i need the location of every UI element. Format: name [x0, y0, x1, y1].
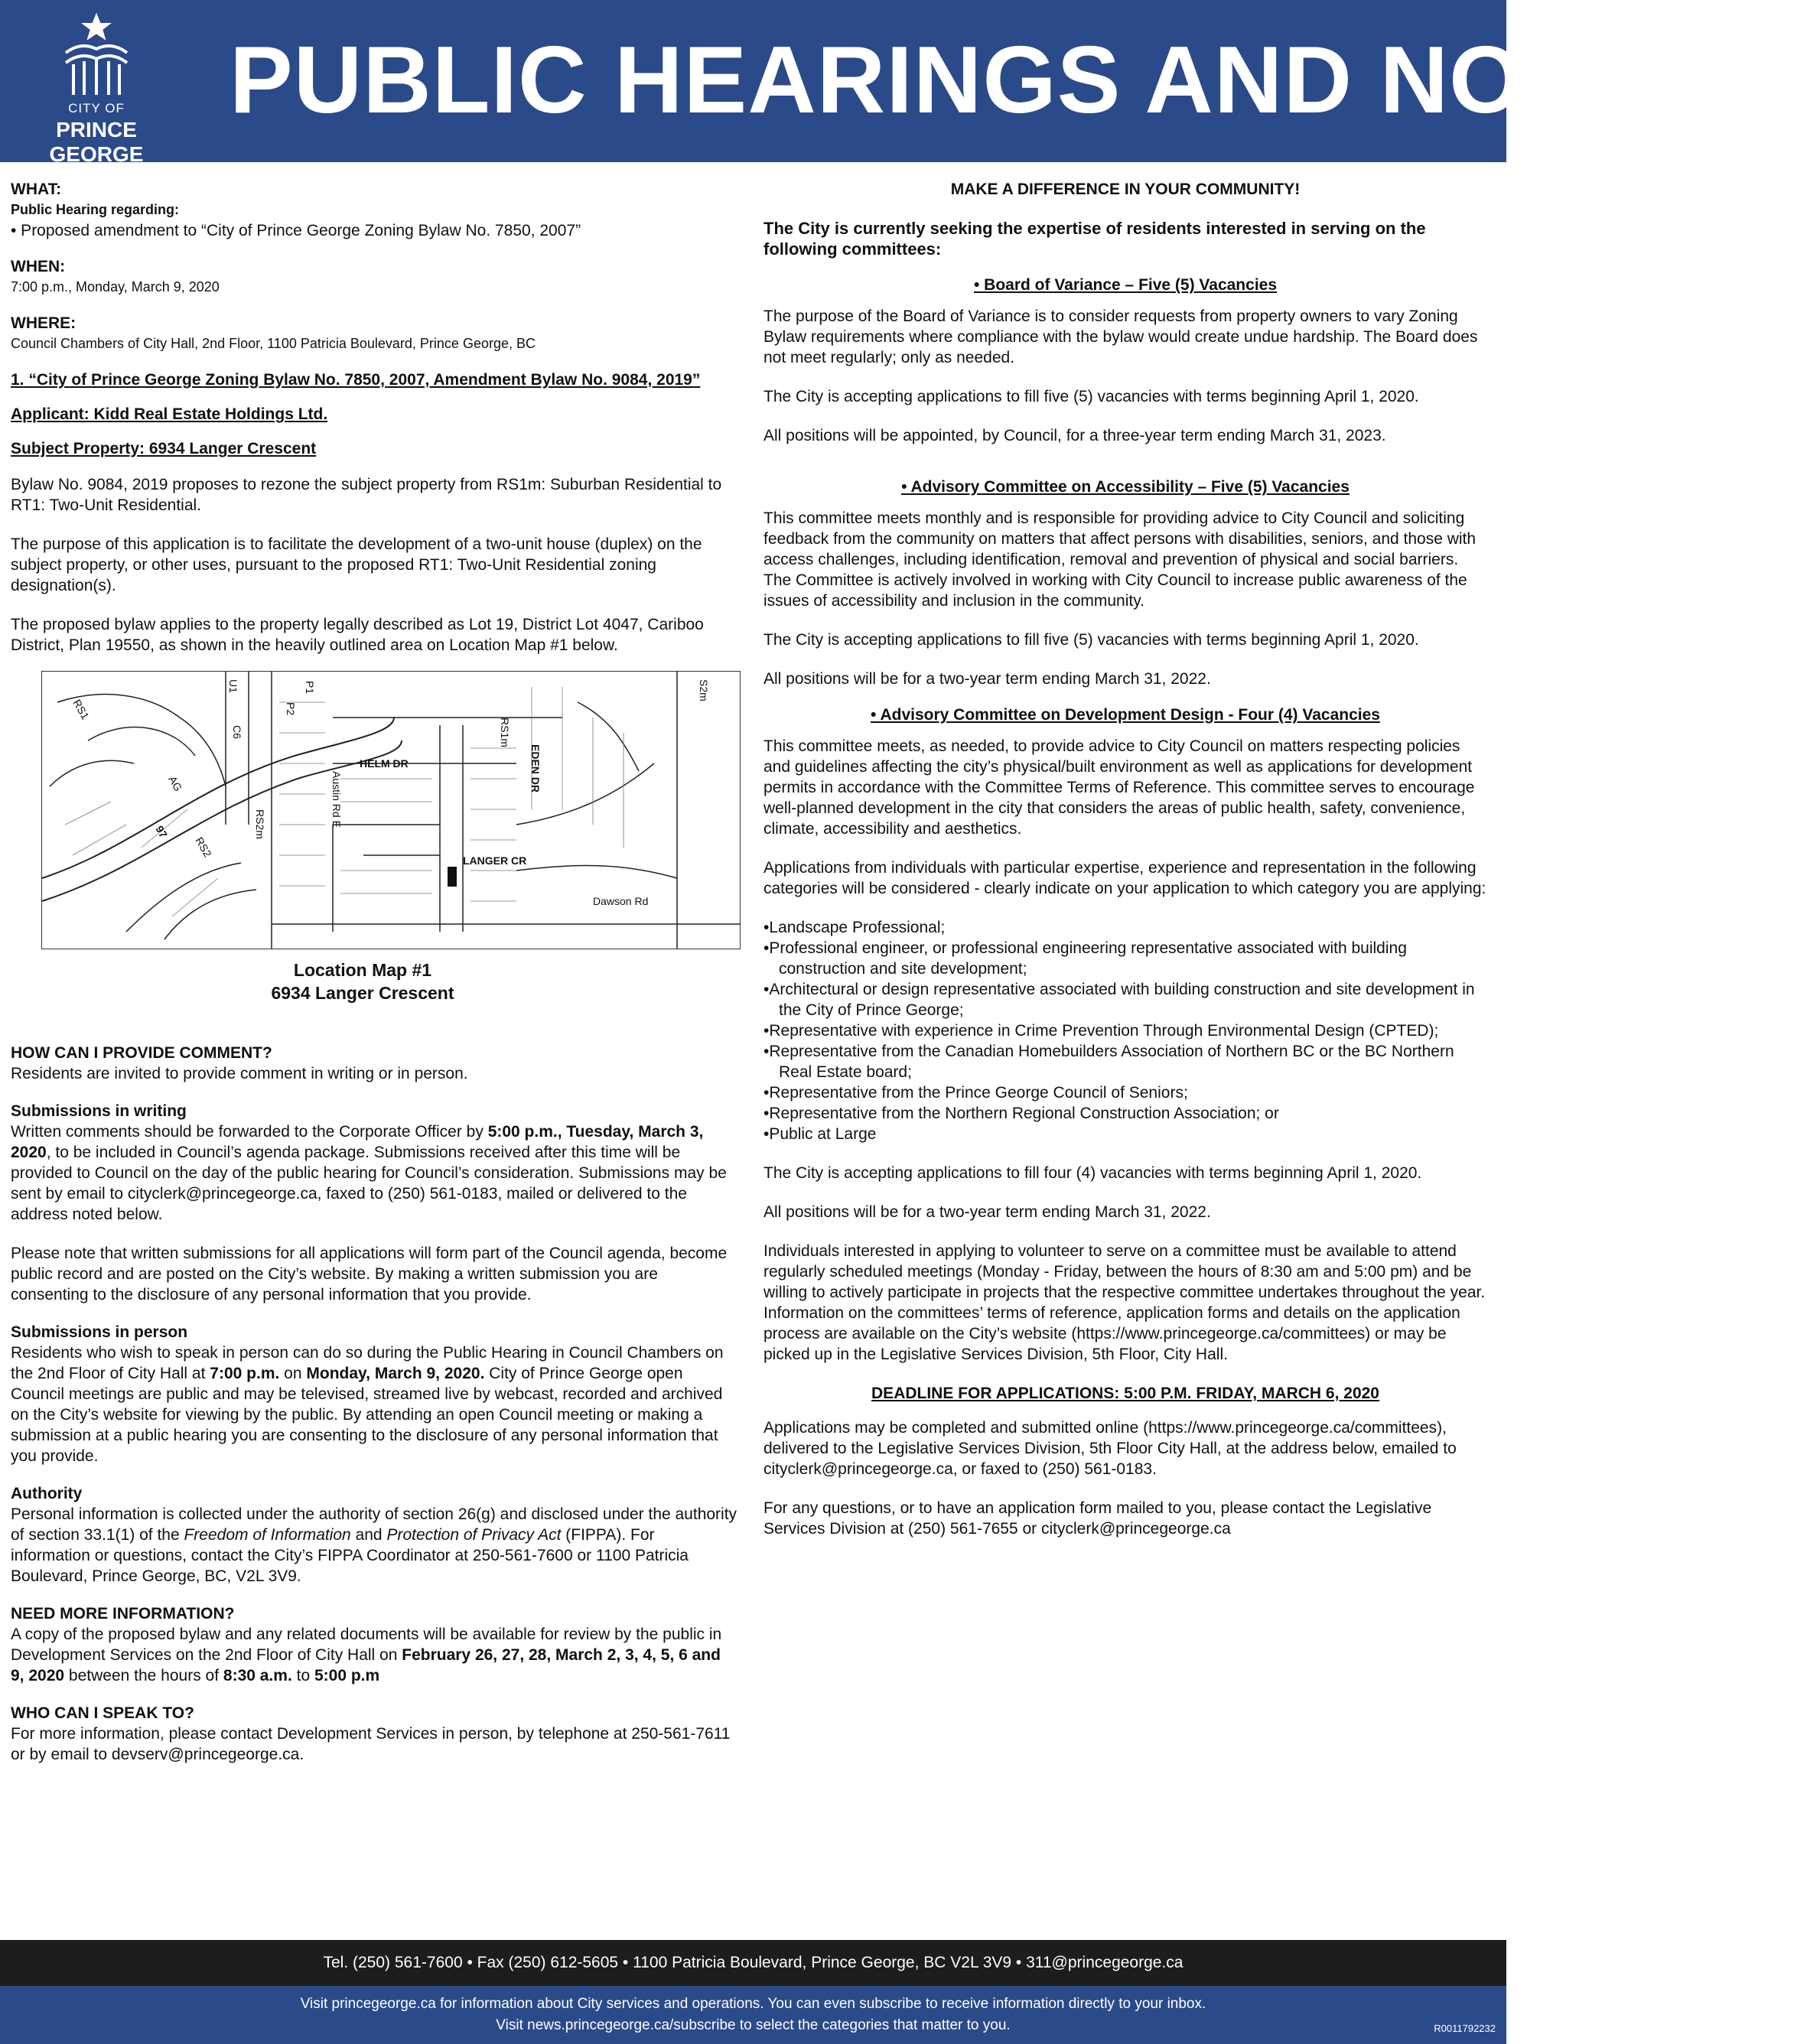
list-item: •Representative from the Northern Regional Construction Association; or	[763, 1105, 1279, 1122]
committee-heading: MAKE A DIFFERENCE IN YOUR COMMUNITY!	[950, 181, 1301, 198]
location-map-drawing	[42, 672, 740, 949]
list-item: •Representative with experience in Crime Prevention Through Environmental Design (CPTED);	[763, 1022, 1439, 1040]
map-label-c6: C6	[231, 725, 243, 739]
deadline: DEADLINE FOR APPLICATIONS: 5:00 P.M. FRIDAY, MARCH 6, 2020	[871, 1385, 1379, 1402]
map-label-p1: P1	[304, 681, 316, 695]
map-label-austin: Austin Rd E	[330, 771, 343, 828]
apply-paragraph: Applications may be completed and submitted online (https://www.princegeorge.ca/committees), delivered to the Legislative Services Division, 5th Floor City Hall, at the address below, emailed to cityclerk@princegeorge.ca, or faxed to (250) 561-0183.	[763, 1419, 1457, 1478]
map-label-eden: EDEN DR	[529, 744, 542, 793]
subject-property: Subject Property: 6934 Langer Crescent	[11, 440, 317, 457]
aca-vacancies: The City is accepting applications to fill five (5) vacancies with terms beginning April 1, 2020.	[763, 631, 1419, 649]
list-item: •Representative from the Prince George Council of Seniors;	[763, 1084, 1188, 1102]
list-item: •Architectural or design representative associated with building construction and site development in the City of Prince George;	[763, 981, 1475, 1019]
map-label-helm: HELM DR	[360, 757, 409, 770]
ad-reference: R0011792232	[1434, 2023, 1496, 2034]
map-label-ag: AG	[166, 773, 185, 794]
map-label-dawson: Dawson Rd	[593, 895, 649, 907]
person-text: Residents who wish to speak in person can do so during the Public Hearing in Council Chambers on the 2nd Floor of City Hall at 7:00 p.m. on Monday, March 9, 2020. City of Prince George open Council meetings are public and may be televised, streamed live by webcast, recorded and archived on the City’s website for viewing by the public. By attending an open Council meeting or making a submission at a public hearing you are consenting to the disclosure of any personal information that you provide.	[11, 1344, 724, 1465]
purpose-paragraph: The purpose of this application is to facilitate the development of a two-unit house (duplex) on the subject property, or other uses, pursuant to the proposed RT1: Two-Unit Residential zoning designation(s).	[11, 535, 702, 594]
header-banner	[0, 0, 1807, 166]
list-item: •Public at Large	[763, 1125, 877, 1143]
subscribe-bar	[0, 1986, 1506, 2044]
person-label: Submissions in person	[11, 1323, 188, 1341]
authority-label: Authority	[11, 1485, 83, 1502]
comment-text: Residents are invited to provide comment in writing or in person.	[11, 1065, 468, 1082]
aca-purpose: This committee meets monthly and is responsible for providing advice to City Council and soliciting feedback from the community on matters that affect persons with disabilities, seniors, and those with access challenges, including identification, removal and prevention of physical and social barriers. The Committee is actively involved in working with City Council to increase public awareness of the issues of accessibility and inclusion in the community.	[763, 509, 1477, 610]
when-value: 7:00 p.m., Monday, March 9, 2020	[11, 279, 220, 295]
legal-paragraph: The proposed bylaw applies to the property legally described as Lot 19, District Lot 4047, Cariboo District, Plan 19550, as shown in the heavily outlined area on Location Map #1 below.	[11, 616, 704, 654]
authority-text: Personal information is collected under the authority of section 26(g) and disclosed under the authority of section 33.1(1) of the Freedom of Information and Protection of Privacy Act (FIPPA). For information or questions, contact the City’s FIPPA Coordinator at 250-561-7600 or 1100 Patricia Boulevard, Prince George, BC, V2L 3V9.	[11, 1505, 737, 1585]
map-label-langer: LANGER CR	[463, 854, 527, 867]
aca-title: • Advisory Committee on Accessibility – Five (5) Vacancies	[901, 478, 1350, 496]
map-label-u1: U1	[227, 679, 239, 693]
map-label-hwy: 97	[153, 823, 171, 840]
list-item: •Landscape Professional;	[763, 919, 946, 936]
logo-name-text: PRINCE GEORGE	[49, 118, 144, 166]
acdd-categories-intro: Applications from individuals with particular expertise, experience and representation in the following categories will be considered - clearly indicate on your application to which category you are applying:	[763, 859, 1486, 897]
contact-bar	[0, 1940, 1506, 1986]
visit-line-1: Visit princegeorge.ca for information about City services and operations. You can even subscribe to receive information directly to your inbox.	[300, 1996, 1206, 2012]
map-caption-address: 6934 Langer Crescent	[271, 983, 454, 1003]
acdd-purpose: This committee meets, as needed, to provide advice to City Council on matters respecting policies and guidelines affecting the city’s physical/built environment as well as applications for development permits in accordance with the Committee Terms of Reference. This committee serves to encourage well-planned development in the city that considers the areas of public health, safety, convenience, climate, accessibility and aesthetics.	[763, 737, 1475, 838]
what-label: WHAT:	[11, 181, 62, 198]
bov-term: All positions will be appointed, by Council, for a three-year term ending March 31, 2023.	[763, 427, 1386, 444]
map-label-rs1m: RS1m	[499, 718, 511, 747]
speak-label: WHO CAN I SPEAK TO?	[11, 1704, 194, 1722]
map-label-s2m: S2m	[698, 679, 710, 701]
list-item: •Professional engineer, or professional engineering representative associated with building construction and site development;	[763, 939, 1407, 978]
page-title: PUBLIC HEARINGS AND NOTICES	[230, 28, 1807, 133]
city-logo	[20, 11, 173, 166]
logo-city-text: CITY OF	[68, 101, 125, 116]
when-label: WHEN:	[11, 258, 66, 275]
volunteer-paragraph: Individuals interested in applying to volunteer to serve on a committee must be available to attend regularly scheduled meetings (Monday - Friday, between the hours of 8:30 am and 5:00 pm) and be willing to actively participate in projects that the respective committee undertakes throughout the year. Information on the committees’ terms of reference, application forms and details on the application process are available on the City’s website (https://www.princegeorge.ca/committees) or may be picked up in the Legislative Services Division, 5th Floor, City Hall.	[763, 1242, 1486, 1363]
visit-line-2: Visit news.princegeorge.ca/subscribe to select the categories that matter to you.	[496, 2017, 1011, 2033]
location-map	[41, 671, 741, 949]
applicant: Applicant: Kidd Real Estate Holdings Ltd.	[11, 405, 328, 423]
acdd-title: • Advisory Committee on Development Design - Four (4) Vacancies	[871, 706, 1380, 724]
bov-vacancies: The City is accepting applications to fill five (5) vacancies with terms beginning April 1, 2020.	[763, 388, 1419, 405]
acdd-term: All positions will be for a two-year term ending March 31, 2022.	[763, 1203, 1211, 1221]
writing-label: Submissions in writing	[11, 1102, 187, 1120]
what-item: • Proposed amendment to “City of Prince George Zoning Bylaw No. 7850, 2007”	[11, 222, 581, 239]
map-label-rs2: RS2	[193, 835, 214, 860]
list-item: •Representative from the Canadian Homebuilders Association of Northern BC or the BC Northern Real Estate board;	[763, 1043, 1454, 1081]
info-text: A copy of the proposed bylaw and any related documents will be available for review by the public in Development Services on the 2nd Floor of City Hall on February 26, 27, 28, March 2, 3, 4, 5, 6 and 9, 2020 between the hours of 8:30 a.m. to 5:00 p.m	[11, 1626, 722, 1684]
bov-title: • Board of Variance – Five (5) Vacancies	[973, 276, 1278, 294]
subject-property-marker	[448, 867, 457, 887]
map-caption-title: Location Map #1	[293, 960, 432, 980]
comment-label: HOW CAN I PROVIDE COMMENT?	[11, 1044, 272, 1062]
fleur-logo-icon	[20, 11, 173, 99]
committee-intro: The City is currently seeking the expertise of residents interested in serving on the following committees:	[763, 219, 1426, 259]
rezone-paragraph: Bylaw No. 9084, 2019 proposes to rezone the subject property from RS1m: Suburban Residential to RT1: Two-Unit Residential.	[11, 476, 722, 514]
map-label-p2: P2	[285, 702, 297, 716]
info-label: NEED MORE INFORMATION?	[11, 1605, 235, 1623]
map-label-rs1: RS1	[70, 697, 92, 722]
where-label: WHERE:	[11, 314, 77, 332]
aca-term: All positions will be for a two-year term ending March 31, 2022.	[763, 670, 1211, 688]
what-sub: Public Hearing regarding:	[11, 202, 180, 217]
left-column	[11, 168, 737, 1765]
writing-text: Written comments should be forwarded to the Corporate Officer by 5:00 p.m., Tuesday, March 3, 2020, to be included in Council’s agenda package. Submissions received after this time will be provided to Council on the day of the public hearing for Council’s consideration. Submissions may be sent by email to cityclerk@princegeorge.ca, faxed to (250) 561-0183, mailed or delivered to the address noted below.	[11, 1123, 727, 1223]
note-text: Please note that written submissions for all applications will form part of the Council agenda, become public record and are posted on the City’s website. By making a written submission you are consenting to the disclosure of any personal information that you provide.	[11, 1245, 728, 1304]
acdd-category-list	[763, 917, 1487, 1144]
right-column	[763, 168, 1487, 1539]
questions-paragraph: For any questions, or to have an application form mailed to you, please contact the Legislative Services Division at (250) 561-7655 or cityclerk@princegeorge.ca	[763, 1499, 1432, 1538]
bylaw-item-title: 1. “City of Prince George Zoning Bylaw No. 7850, 2007, Amendment Bylaw No. 9084, 2019”	[11, 371, 701, 389]
map-label-rs2m: RS2m	[254, 809, 266, 839]
bov-purpose: The purpose of the Board of Variance is to consider requests from property owners to vary Zoning Bylaw requirements where compliance with the bylaw would create undue hardship. The Board does not meet regularly; only as needed.	[763, 308, 1478, 366]
contact-text: Tel. (250) 561-7600 • Fax (250) 612-5605 • 1100 Patricia Boulevard, Prince George, BC V2L 3V9 • 311@princegeorge.ca	[323, 1954, 1184, 1971]
acdd-vacancies: The City is accepting applications to fill four (4) vacancies with terms beginning April 1, 2020.	[763, 1164, 1422, 1182]
where-value: Council Chambers of City Hall, 2nd Floor, 1100 Patricia Boulevard, Prince George, BC	[11, 336, 536, 351]
speak-text: For more information, please contact Development Services in person, by telephone at 250-561-7611 or by email to devserv@princegeorge.ca.	[11, 1725, 731, 1763]
